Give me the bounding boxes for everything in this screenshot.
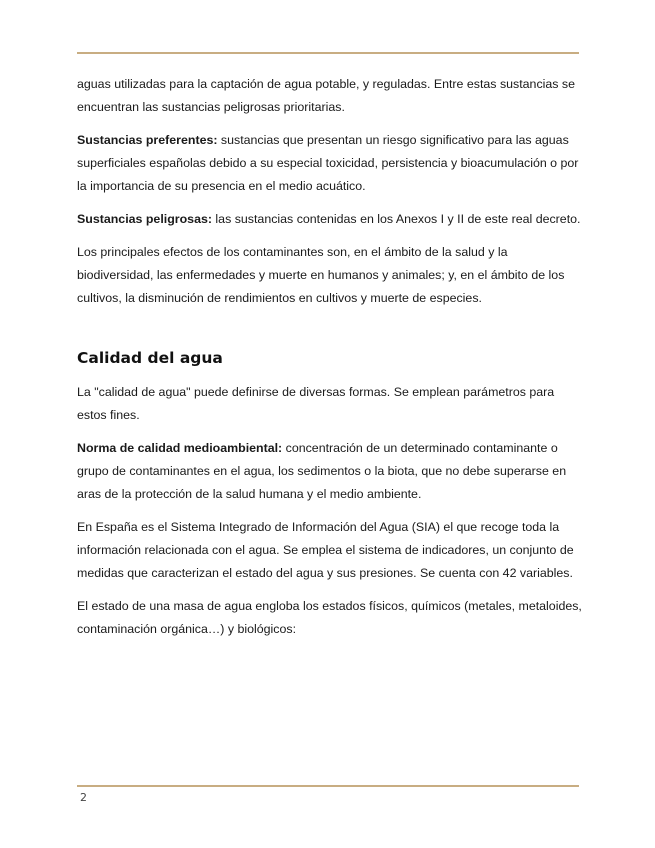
paragraph-sia: En España es el Sistema Integrado de Información del Agua (SIA) el que recoge toda la información relacionada con el agua. Se emplea el sistema de indicadores, un conjunto de medidas que caracterizan el estado del agua y sus presiones. Se cuenta con 42 variables. — [77, 520, 574, 580]
section-heading: Calidad del agua — [77, 349, 223, 367]
term-norma-calidad: Norma de calidad medioambiental: — [77, 441, 283, 455]
header-rule — [77, 52, 579, 54]
paragraph-sustancias-peligrosas — [77, 208, 582, 231]
paragraph-estado-masa: El estado de una masa de agua engloba los estados físicos, químicos (metales, metaloides, contaminación orgánica…) y biológicos: — [77, 599, 582, 636]
term-sustancias-preferentes: Sustancias preferentes: — [77, 133, 218, 147]
paragraph-sustancias-preferentes — [77, 129, 582, 198]
paragraph-intro: aguas utilizadas para la captación de agua potable, y reguladas. Entre estas sustancias se encuentran las sustancias peligrosas prioritarias. — [77, 77, 576, 114]
definition-sustancias-peligrosas: las sustancias contenidas en los Anexos I y II de este real decreto. — [211, 212, 581, 226]
definition-sustancias-preferentes: sustancias que presentan un riesgo significativo para las aguas superficiales españolas debido a su especial toxicidad, persistencia y bioacumulación o por la importancia de su presencia en el medio acuático. — [77, 133, 579, 193]
paragraph-norma-calidad — [77, 437, 582, 506]
footer-rule — [77, 785, 579, 787]
page-number: 2 — [80, 791, 87, 804]
paragraph-efectos: Los principales efectos de los contaminantes son, en el ámbito de la salud y la biodiversidad, las enfermedades y muerte en humanos y animales; y, en el ámbito de los cultivos, la disminución de rendimientos en cultivos y muerte de especies. — [77, 245, 565, 305]
term-sustancias-peligrosas: Sustancias peligrosas: — [77, 212, 212, 226]
page-body — [77, 73, 582, 651]
paragraph-calidad: La "calidad de agua" puede definirse de diversas formas. Se emplean parámetros para estos fines. — [77, 385, 555, 422]
definition-norma-calidad: concentración de un determinado contaminante o grupo de contaminantes en el agua, los sedimentos o la biota, que no debe superarse en aras de la protección de la salud humana y el medio ambiente. — [77, 441, 567, 501]
